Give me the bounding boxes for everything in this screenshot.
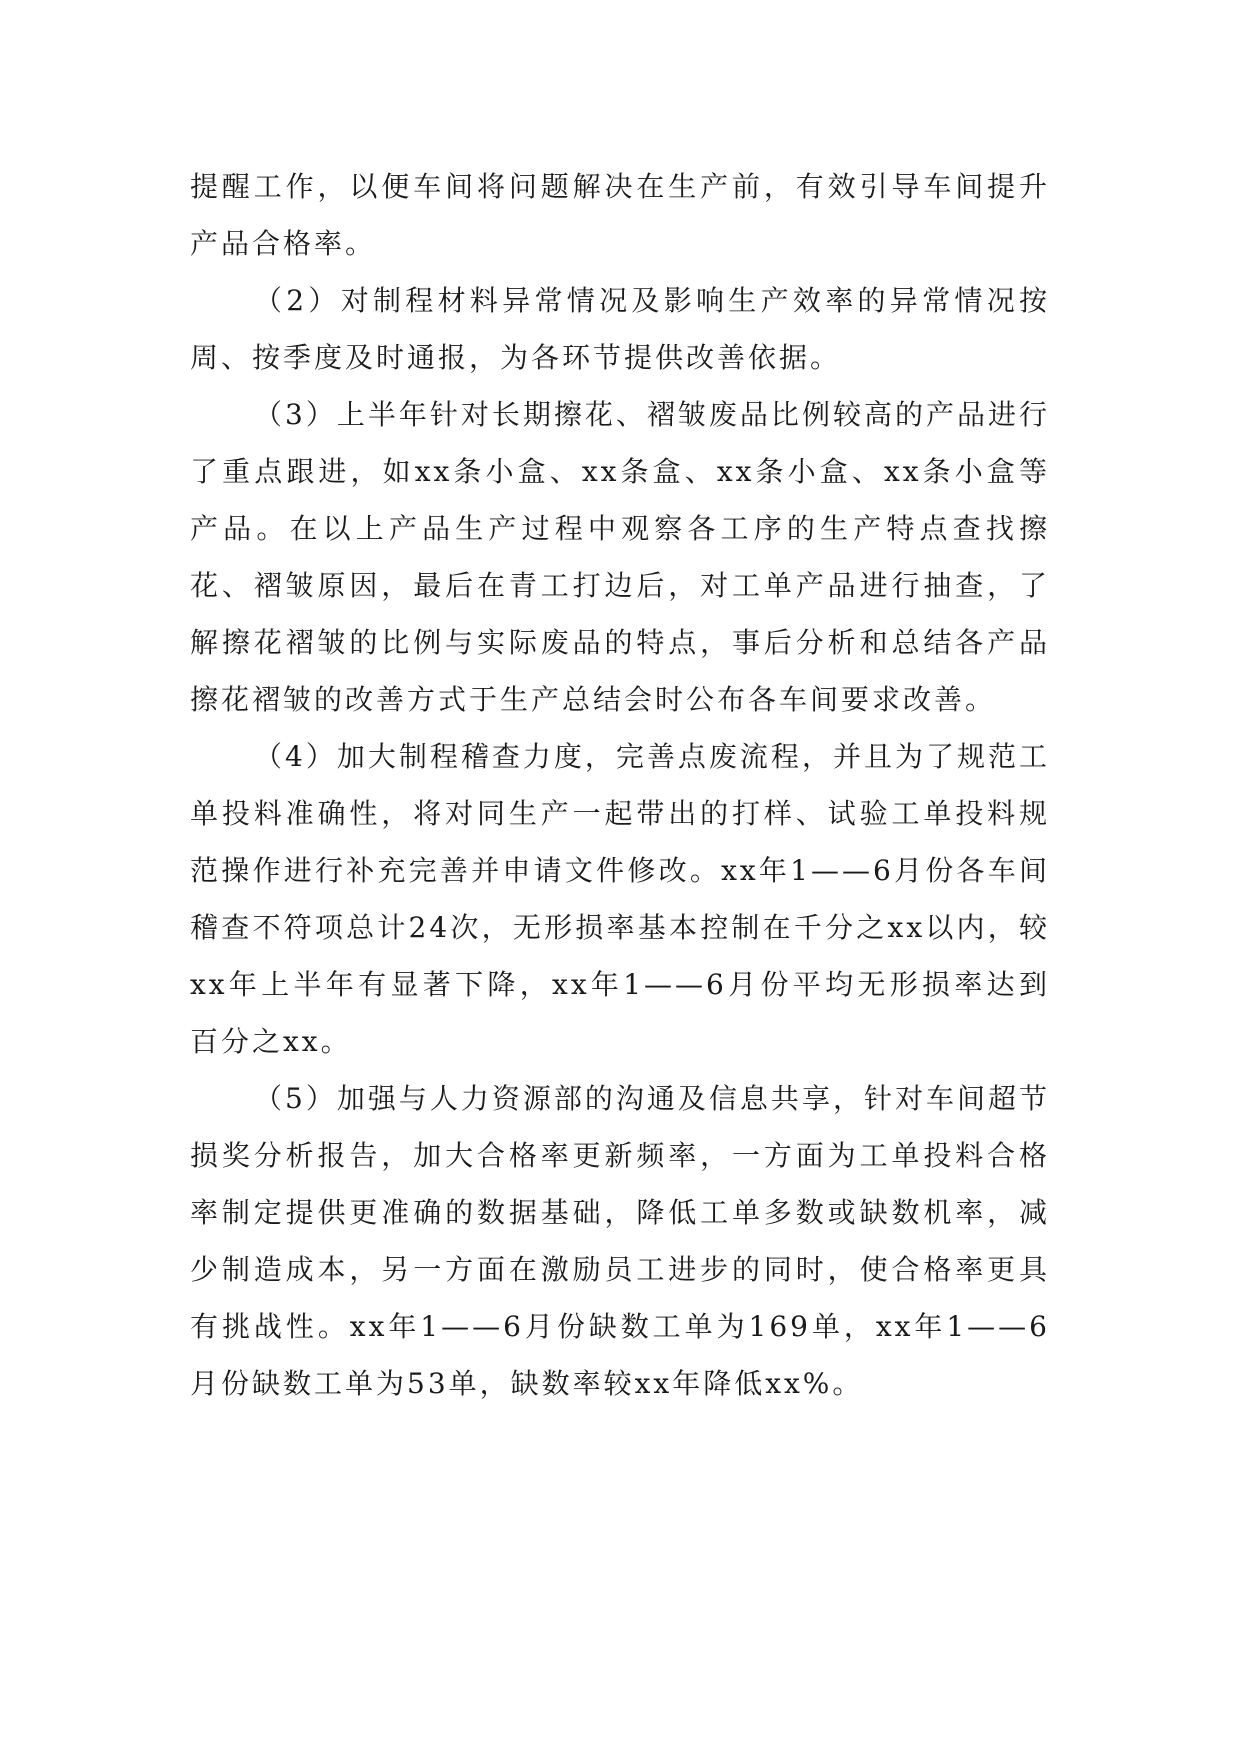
paragraph-item-4: （4）加大制程稽查力度，完善点废流程，并且为了规范工单投料准确性，将对同生产一起带出的打样、试验工单投料规范操作进行补充完善并申请文件修改。xx年1——6月份各车间稽查不符项总计24次，无形损率基本控制在千分之xx以内，较xx年上半年有显著下降，xx年1——6月份平均无形损率达到百分之xx。 bbox=[190, 740, 1050, 1058]
paragraph-item-5: （5）加强与人力资源部的沟通及信息共享，针对车间超节损奖分析报告，加大合格率更新频率，一方面为工单投料合格率制定提供更准确的数据基础，降低工单多数或缺数机率，减少制造成本，另一方面在激励员工进步的同时，使合格率更具有挑战性。xx年1——6月份缺数工单为169单，xx年1——6月份缺数工单为53单，缺数率较xx年降低xx%。 bbox=[190, 1082, 1050, 1400]
document-body bbox=[190, 158, 1050, 1412]
paragraph-continuation: 提醒工作，以便车间将问题解决在生产前，有效引导车间提升产品合格率。 bbox=[190, 170, 1050, 260]
paragraph-item-2: （2）对制程材料异常情况及影响生产效率的异常情况按周、按季度及时通报，为各环节提供改善依据。 bbox=[190, 284, 1050, 374]
paragraph-item-3: （3）上半年针对长期擦花、褶皱废品比例较高的产品进行了重点跟进，如xx条小盒、xx条盒、xx条小盒、xx条小盒等产品。在以上产品生产过程中观察各工序的生产特点查找擦花、褶皱原因，最后在青工打边后，对工单产品进行抽查，了解擦花褶皱的比例与实际废品的特点，事后分析和总结各产品擦花褶皱的改善方式于生产总结会时公布各车间要求改善。 bbox=[190, 398, 1050, 716]
